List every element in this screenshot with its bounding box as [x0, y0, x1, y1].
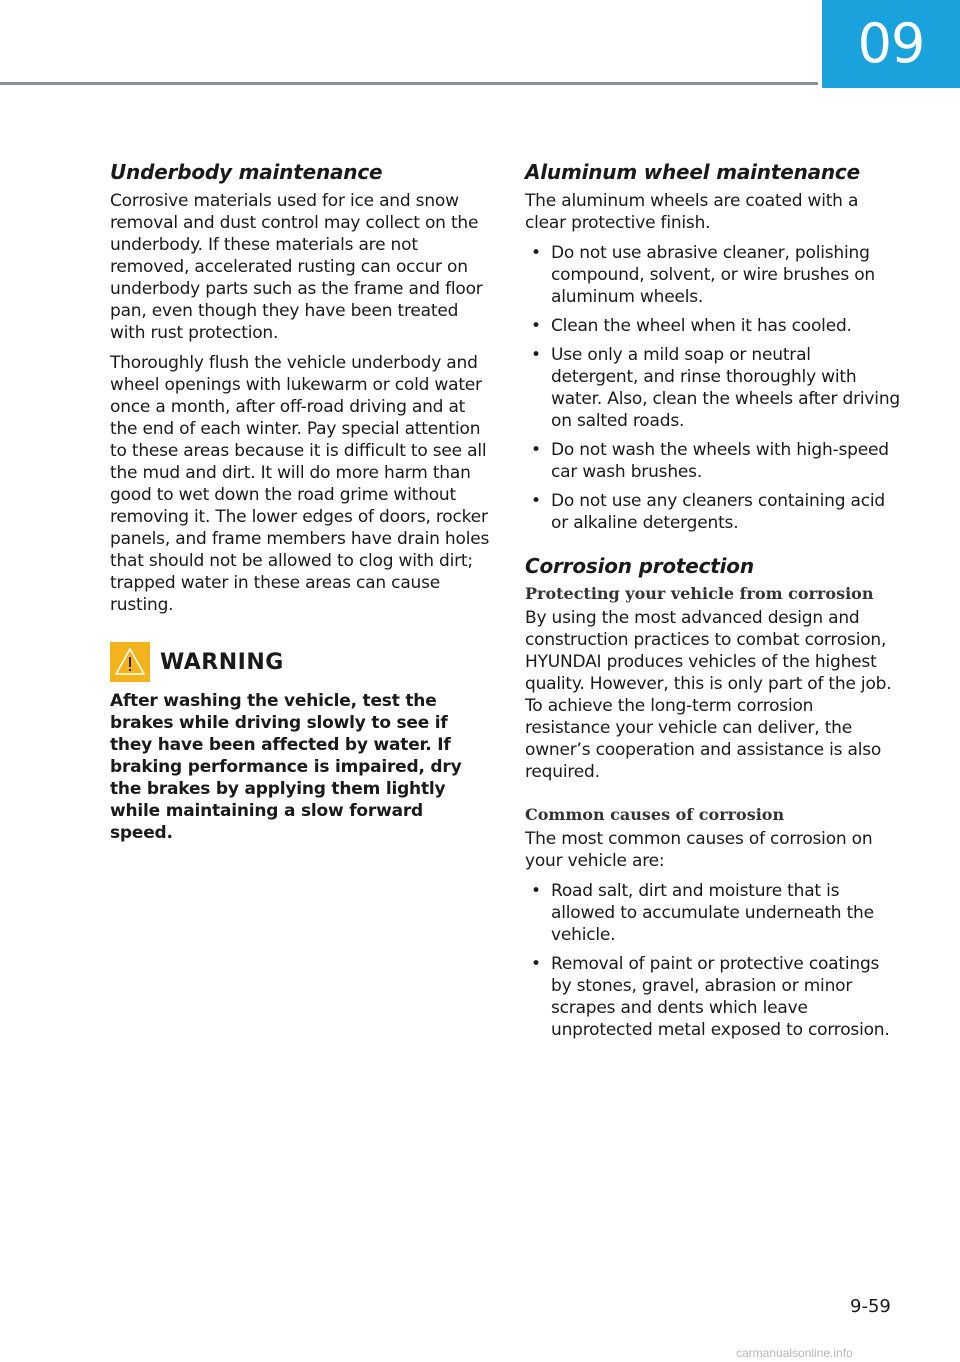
underbody-paragraph-1: Corrosive materials used for ice and snow removal and dust control may collect on the underbody. If these materials are not removed, accelerated rusting can occur on underbody parts such as the frame and floor pan, even though they have been treated with rust protection.	[110, 191, 483, 343]
left-column	[110, 160, 490, 844]
corrosion-causes-list	[525, 880, 900, 1041]
right-column	[525, 160, 900, 1048]
bullet: •	[531, 440, 541, 460]
underbody-paragraph-2: Thoroughly flush the vehicle underbody and wheel openings with lukewarm or cold water once a month, after off-road driving and at the end of each winter. Pay special attention to these areas because it is difficult to see all the mud and dirt. It will do more harm than good to wet down the road grime without removing it. The lower edges of doors, rocker panels, and frame members have drain holes that should not be allowed to clog with dirt; trapped water in these areas can cause rusting.	[110, 353, 490, 615]
list-item: • Road salt, dirt and moisture that is allowed to accumulate underneath the vehicle.	[531, 881, 874, 945]
corrosion-title: Corrosion protection	[525, 554, 754, 578]
corrosion-paragraph-1: By using the most advanced design and construction practices to combat corrosion, HYUNDAI produces vehicles of the highest quality. However, this is only part of the job. To achieve the long-term corrosion resistance your vehicle can deliver, the owner’s cooperation and assistance is also required.	[525, 608, 892, 782]
header-rule	[0, 82, 818, 85]
list-item: • Do not wash the wheels with high-speed car wash brushes.	[531, 440, 889, 482]
list-item: • Removal of paint or protective coatings by stones, gravel, abrasion or minor scrapes and dents which leave unprotected metal exposed to corrosion.	[531, 954, 890, 1040]
warning-body: After washing the vehicle, test the brakes while driving slowly to see if they have been affected by water. If braking performance is impaired, dry the brakes by applying them lightly while maintaining a slow forward speed.	[110, 691, 462, 843]
corrosion-paragraph-2: The most common causes of corrosion on your vehicle are:	[525, 829, 873, 871]
page-number: 9-59	[850, 1296, 891, 1317]
bullet: •	[531, 491, 541, 511]
corrosion-subtitle-1: Protecting your vehicle from corrosion	[525, 584, 874, 603]
bullet: •	[531, 954, 541, 974]
underbody-title: Underbody maintenance	[110, 160, 383, 184]
chapter-tab: 09	[822, 0, 960, 88]
warning-title: WARNING	[160, 649, 284, 675]
bullet: •	[531, 316, 541, 336]
aluminum-title: Aluminum wheel maintenance	[525, 160, 860, 184]
bullet: •	[531, 243, 541, 263]
list-item: • Do not use abrasive cleaner, polishing compound, solvent, or wire brushes on aluminum wheels.	[531, 243, 875, 307]
list-item: • Use only a mild soap or neutral detergent, and rinse thoroughly with water. Also, clean the wheels after driving on salted roads.	[531, 345, 900, 431]
watermark: carmanualsonline.info	[736, 1346, 853, 1360]
bullet: •	[531, 881, 541, 901]
aluminum-list	[525, 242, 900, 534]
corrosion-subtitle-2: Common causes of corrosion	[525, 805, 785, 824]
list-item: • Do not use any cleaners containing acid or alkaline detergents.	[531, 491, 885, 533]
list-item: • Clean the wheel when it has cooled.	[531, 316, 852, 336]
aluminum-intro: The aluminum wheels are coated with a clear protective finish.	[525, 191, 859, 233]
warning-triangle-icon	[110, 642, 150, 682]
warning-header	[110, 642, 490, 682]
bullet: •	[531, 345, 541, 365]
